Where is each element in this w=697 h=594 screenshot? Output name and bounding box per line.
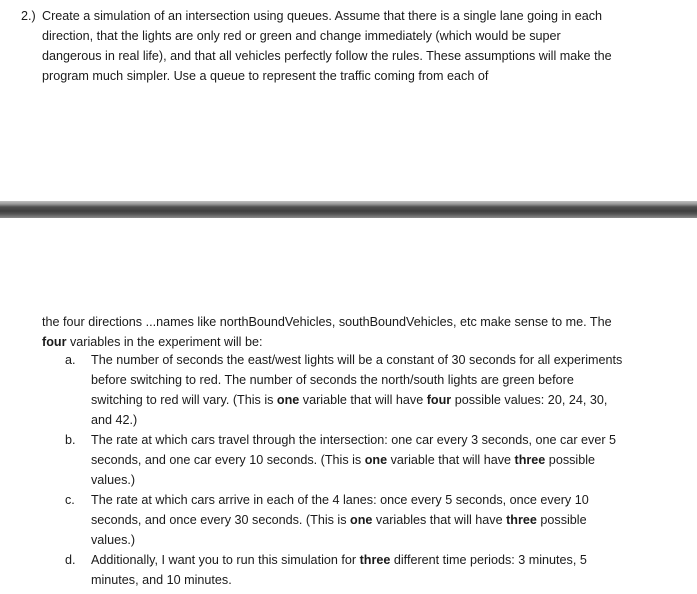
variables-list — [65, 350, 625, 590]
page-break-divider — [0, 201, 697, 218]
intro-bottom-bold: four — [42, 335, 67, 349]
item-bold: one — [364, 453, 388, 467]
list-item-marker: a. — [65, 353, 76, 367]
question-intro-text: Create a simulation of an intersection using queues. Assume that there is a single lane going in each direction, that the lights are only red or green and change immediately (which would be super dangerous in real life), and that all vehicles perfectly follow the rules. These assumptions will make the program much simpler. Use a queue to represent the traffic coming from each of — [42, 9, 612, 83]
item-bold: one — [276, 393, 300, 407]
list-item-marker: c. — [65, 493, 75, 507]
item-text: The rate at which cars travel through the intersection: one car every 3 seconds, one car ever 5 seconds, and one car every 10 seconds. (This is — [91, 433, 617, 467]
item-text: variables that will have — [372, 513, 507, 527]
page-top — [0, 0, 697, 200]
intro-bottom-text-b: variables in the experiment will be: — [66, 335, 263, 349]
list-item-marker: d. — [65, 553, 76, 567]
item-bold: four — [426, 393, 452, 407]
item-bold: three — [359, 553, 391, 567]
list-item — [65, 490, 625, 550]
item-text: variable that will have — [387, 453, 515, 467]
question-intro-top — [21, 6, 621, 86]
item-text: possible values: 20, 24, 30, and 42.) — [91, 393, 608, 427]
item-text: possible values.) — [91, 453, 596, 487]
question-number: 2.) — [21, 9, 36, 23]
question-intro-bottom — [42, 312, 622, 352]
list-item — [65, 550, 625, 590]
item-text: possible values.) — [91, 513, 587, 547]
intro-bottom-text-a: the four directions ...names like northBoundVehicles, southBoundVehicles, etc make sense to me. The — [42, 315, 612, 329]
item-bold: three — [514, 453, 546, 467]
list-item — [65, 430, 625, 490]
list-item-marker: b. — [65, 433, 76, 447]
item-text: different time periods: 3 minutes, 5 minutes, and 10 minutes. — [91, 553, 587, 587]
item-text: The number of seconds the east/west lights will be a constant of 30 seconds for all experiments before switching to red. The number of seconds the north/south lights are green before switching to red will vary. (This is — [91, 353, 623, 407]
item-bold: three — [506, 513, 537, 527]
page-bottom — [0, 218, 697, 594]
item-bold: one — [350, 513, 373, 527]
item-text: Additionally, I want you to run this simulation for — [91, 553, 360, 567]
item-text: The rate at which cars arrive in each of the 4 lanes: once every 5 seconds, once every 10 seconds, and once every 30 seconds. (This is — [91, 493, 589, 527]
list-item — [65, 350, 625, 430]
item-text: variable that will have — [299, 393, 427, 407]
